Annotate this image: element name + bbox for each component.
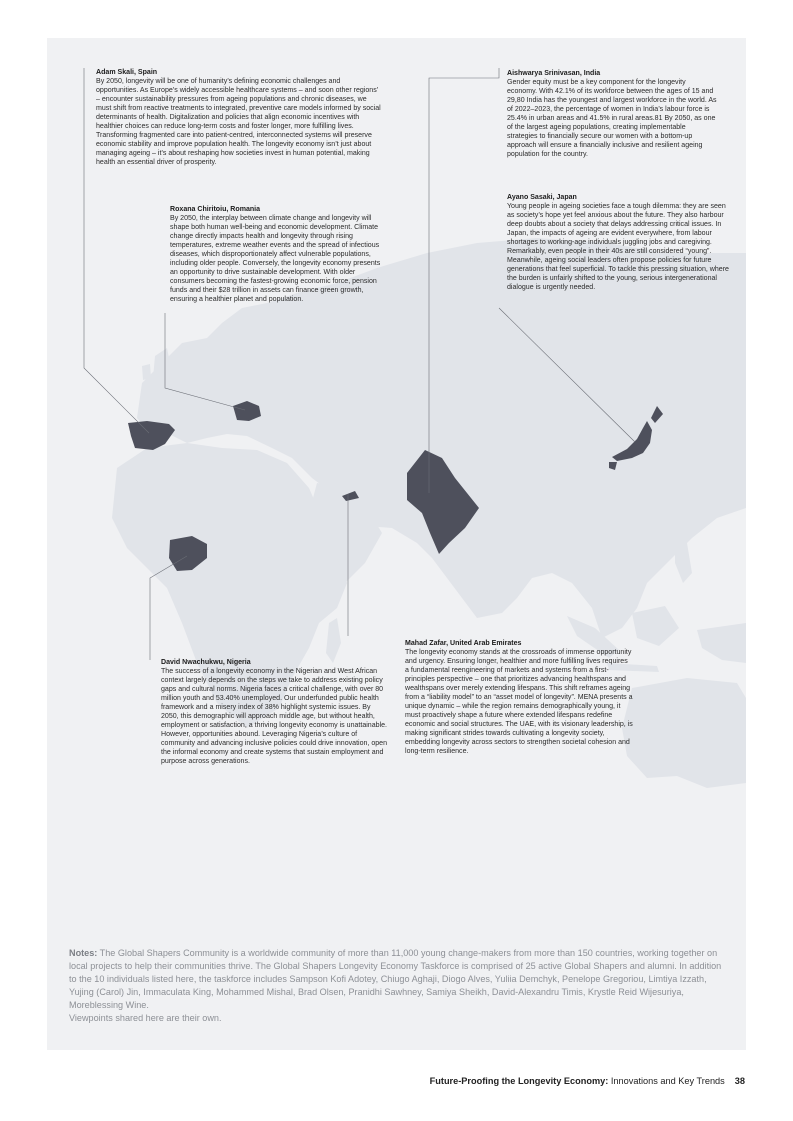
callout-japan-text: Young people in ageing societies face a tough dilemma: they are seen as society’s hope yet feel anxious about the future. They also harbour deep doubts about a society that delays addressing critical issues. In Japan, the impacts of ageing are evident everywhere, from labour shortages to working-age individuals juggling jobs and caregiving. Remarkably, even people in their 40s are still considered “young”. Meanwhile, ageing social leaders often propose policies for future generations that feel superficial. To tackle this pressing situation, where the burden is unfairly shifted to the young, serious intergenerational dialogue is urgently needed. xyxy=(507,203,729,291)
notes-viewpoints: Viewpoints shared here are their own. xyxy=(69,1013,222,1023)
island-philippines xyxy=(675,538,692,583)
notes-text: The Global Shapers Community is a worldwide community of more than 11,000 young change-makers from more than 150 countries, working together on local projects to help their communities thrive. The Global Shapers Longevity Economy Taskforce is comprised of 25 active Global Shapers and alumni. In addition to the 10 individuals listed here, the taskforce includes Sampson Kofi Adotey, Chiugo Aghaji, Diogo Alves, Yuliia Demchyk, Penelope Gregoriou, Limtiya Izzath, Yujing (Carol) Jin, Immaculata King, Mohammed Mishal, Brad Olsen, Pranidhi Sawhney, Samiya Sheikh, David-Alexandru Timis, Krystle Reid Wijesuriya, Moreblessing Wine. xyxy=(69,948,722,1010)
world-map xyxy=(47,38,746,1050)
madagascar-landmass xyxy=(326,618,341,663)
callout-japan-name: Ayano Sasaki, Japan xyxy=(507,194,577,201)
callout-romania xyxy=(170,205,384,304)
callout-spain-text: By 2050, longevity will be one of humanity’s defining economic challenges and opportunities. As Europe’s widely accessible healthcare systems – and soon other regions’ – encounter sustainability pressures from ageing populations and chronic diseases, we must shift from reactive treatments to integrated, preventive care models informed by social determinants of health. Digitalization and policies that align economic incentives with healthier choices can reduce long-term costs and foster longer, more fulfilling lives. Transforming fragmented care into patient-centred, interconnected systems will preserve economic stability and improve population health. The longevity economy isn’t just about managing ageing – it’s about reshaping how societies invest in human potential, making health an essential driver of prosperity. xyxy=(96,78,381,166)
callout-india-text: Gender equity must be a key component for the longevity economy. With 42.1% of its workforce between the ages of 15 and 29,80 India has the youngest and largest workforce in the world. As of 2022–2023, the percentage of women in India’s labour force is 25.4% in urban areas and 41.5% in rural areas.81 By 2050, as one of the largest ageing populations, creating implementable strategies to financially secure our women with a bottom-up approach will ensure a financially inclusive and resilient ageing population for the country. xyxy=(507,79,717,158)
ireland-landmass xyxy=(142,364,151,380)
callout-india-name: Aishwarya Srinivasan, India xyxy=(507,70,601,77)
callout-romania-text: By 2050, the interplay between climate change and longevity will shape both human well-being and economic development. Climate change directly impacts health and longevity through rising temperatures, extreme weather events and the spread of infectious diseases, which disproportionately affect vulnerable populations, including older people. Conversely, the longevity economy presents an opportunity to drive sustainable development. With older consumers becoming the fastest-growing economic force, pension funds and their $28 trillion in assets can finance green growth, ensuring a healthier planet and population. xyxy=(170,215,381,303)
callout-nigeria xyxy=(161,658,388,766)
callout-nigeria-text: The success of a longevity economy in the Nigerian and West African context largely depends on the steps we take to address existing policy gaps and cultural norms. Nigeria faces a critical challenge, with over 80 million youth and 53.40% unemployed. Our underfunded public health framework and a misery index of 38% highlight systemic issues. By 2050, this demographic will approach middle age, but without health, employment or satisfaction, a thriving longevity economy is unattainable. However, opportunities abound. Leveraging Nigeria’s culture of community and advancing inclusive policies could drive innovation, open the informal economy and create systems that sustain employment and purpose across generations. xyxy=(161,668,388,765)
callout-spain xyxy=(96,68,382,167)
callout-uae-name: Mahad Zafar, United Arab Emirates xyxy=(405,640,522,647)
footer-title-rest: Innovations and Key Trends xyxy=(608,1076,725,1086)
content-panel xyxy=(47,38,746,1050)
notes-section xyxy=(69,947,729,1025)
island-borneo xyxy=(632,606,679,646)
callout-spain-name: Adam Skali, Spain xyxy=(96,69,158,76)
callout-india xyxy=(507,69,717,159)
callout-romania-name: Roxana Chiritoiu, Romania xyxy=(170,206,261,213)
notes-label: Notes: xyxy=(69,948,98,958)
footer-title-bold: Future-Proofing the Longevity Economy: xyxy=(429,1076,609,1086)
island-new-guinea xyxy=(697,623,746,663)
callout-japan xyxy=(507,193,732,292)
callout-nigeria-name: David Nwachukwu, Nigeria xyxy=(161,659,251,666)
page-footer xyxy=(430,1076,745,1086)
callout-uae-text: The longevity economy stands at the crossroads of immense opportunity and urgency. Ensuring longer, healthier and more fulfilling lives requires a fundamental reengineering of markets and systems from a first-principles perspective – one that prioritizes advancing healthspans and wealthspans over merely extending lifespans. This shift reframes ageing from a “liability model” to an “asset model of longevity”. MENA presents a unique dynamic – while the region remains demographically young, it must proactively shape a future where extended lifespans redefine economic and social structures. The UAE, with its visionary leadership, is making significant strides towards cultivating a longevity society, embedding longevity across sectors to strengthen societal cohesion and long-term resilience. xyxy=(405,649,633,755)
callout-uae xyxy=(405,639,633,756)
notes-paragraph xyxy=(69,947,729,1012)
australia-landmass xyxy=(622,678,746,788)
page-number: 38 xyxy=(734,1076,745,1086)
